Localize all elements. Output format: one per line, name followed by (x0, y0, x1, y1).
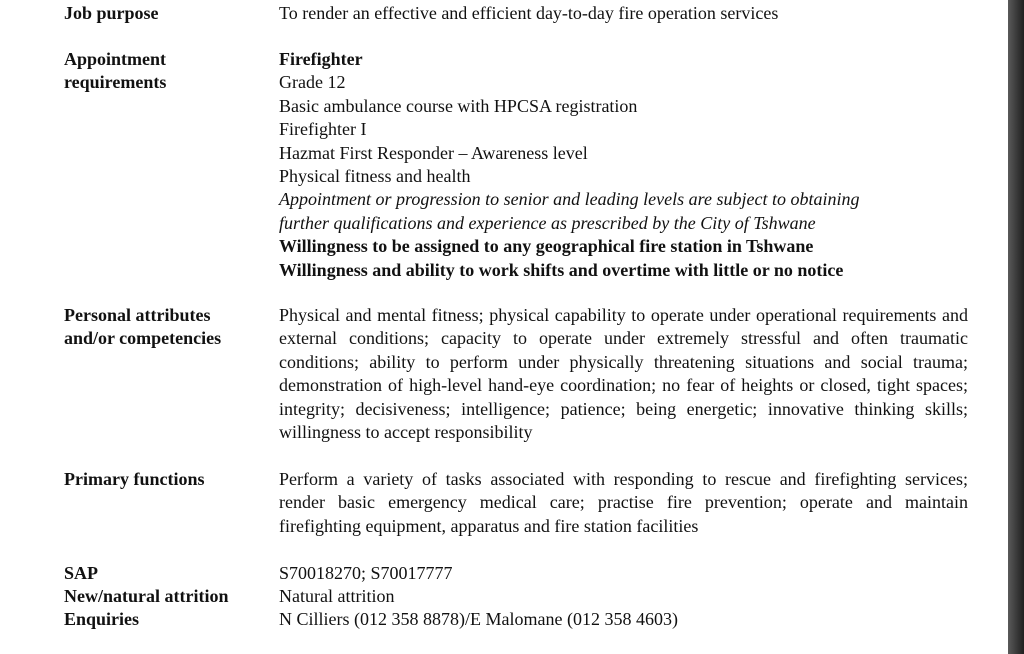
sap-label: SAP (64, 563, 99, 583)
willingness-shifts-line: Willingness and ability to work shifts and overtime with little or no notice (279, 259, 844, 280)
enquiries-value-wrap (279, 608, 968, 631)
appointment-label-line1: Appointment (64, 49, 167, 69)
appointment-requirements-label (64, 48, 264, 94)
personal-attributes-label (64, 304, 264, 350)
appointment-label-line2: requirements (64, 72, 167, 92)
job-purpose-label: Job purpose (64, 3, 159, 23)
enquiries-value: N Cilliers (012 358 8878)/E Malomane (012 358 4603) (279, 609, 678, 629)
requirement-item: Grade 12 (279, 72, 346, 93)
requirement-item: Hazmat First Responder – Awareness level (279, 142, 588, 163)
personal-label-line2: and/or competencies (64, 328, 222, 348)
job-purpose-text: To render an effective and efficient day-to-day fire operation services (279, 3, 779, 23)
appointment-requirements-content (279, 48, 968, 282)
attrition-label: New/natural attrition (64, 586, 229, 606)
viewer-edge (1008, 0, 1024, 654)
requirement-item: Firefighter I (279, 119, 367, 140)
progression-note-line1: Appointment or progression to senior and leading levels are subject to obtaining (279, 189, 860, 210)
requirement-item: Physical fitness and health (279, 166, 471, 187)
personal-label-line1: Personal attributes (64, 305, 211, 325)
sap-value-wrap (279, 562, 968, 585)
job-purpose-value (279, 2, 968, 25)
willingness-station-line: Willingness to be assigned to any geographical fire station in Tshwane (279, 236, 814, 257)
personal-attributes-text: Physical and mental fitness; physical capability to operate under operational requirements and external conditions; capacity to operate under extremely stressful and often traumatic conditions; ability to perform under physically threatening situations and social trauma; demonstration of high-level hand-eye coordination; no fear of heights or closed, tight spaces; integrity; decisiveness; intelligence; patience; being energetic; innovative thinking skills; willingness to accept responsibility (279, 305, 968, 443)
primary-functions-text: Perform a variety of tasks associated with responding to rescue and firefighting services; render basic emergency medical care; practise fire prevention; operate and maintain firefighting equipment, apparatus and fire station facilities (279, 469, 968, 536)
sap-value: S70018270; S70017777 (279, 563, 453, 583)
progression-note-line2: further qualifications and experience as prescribed by the City of Tshwane (279, 212, 816, 233)
requirement-item: Basic ambulance course with HPCSA registration (279, 95, 638, 116)
appointment-title: Firefighter (279, 49, 363, 69)
attrition-value: Natural attrition (279, 586, 395, 606)
attrition-value-wrap (279, 585, 968, 608)
primary-functions-label: Primary functions (64, 469, 205, 489)
enquiries-label: Enquiries (64, 609, 140, 629)
